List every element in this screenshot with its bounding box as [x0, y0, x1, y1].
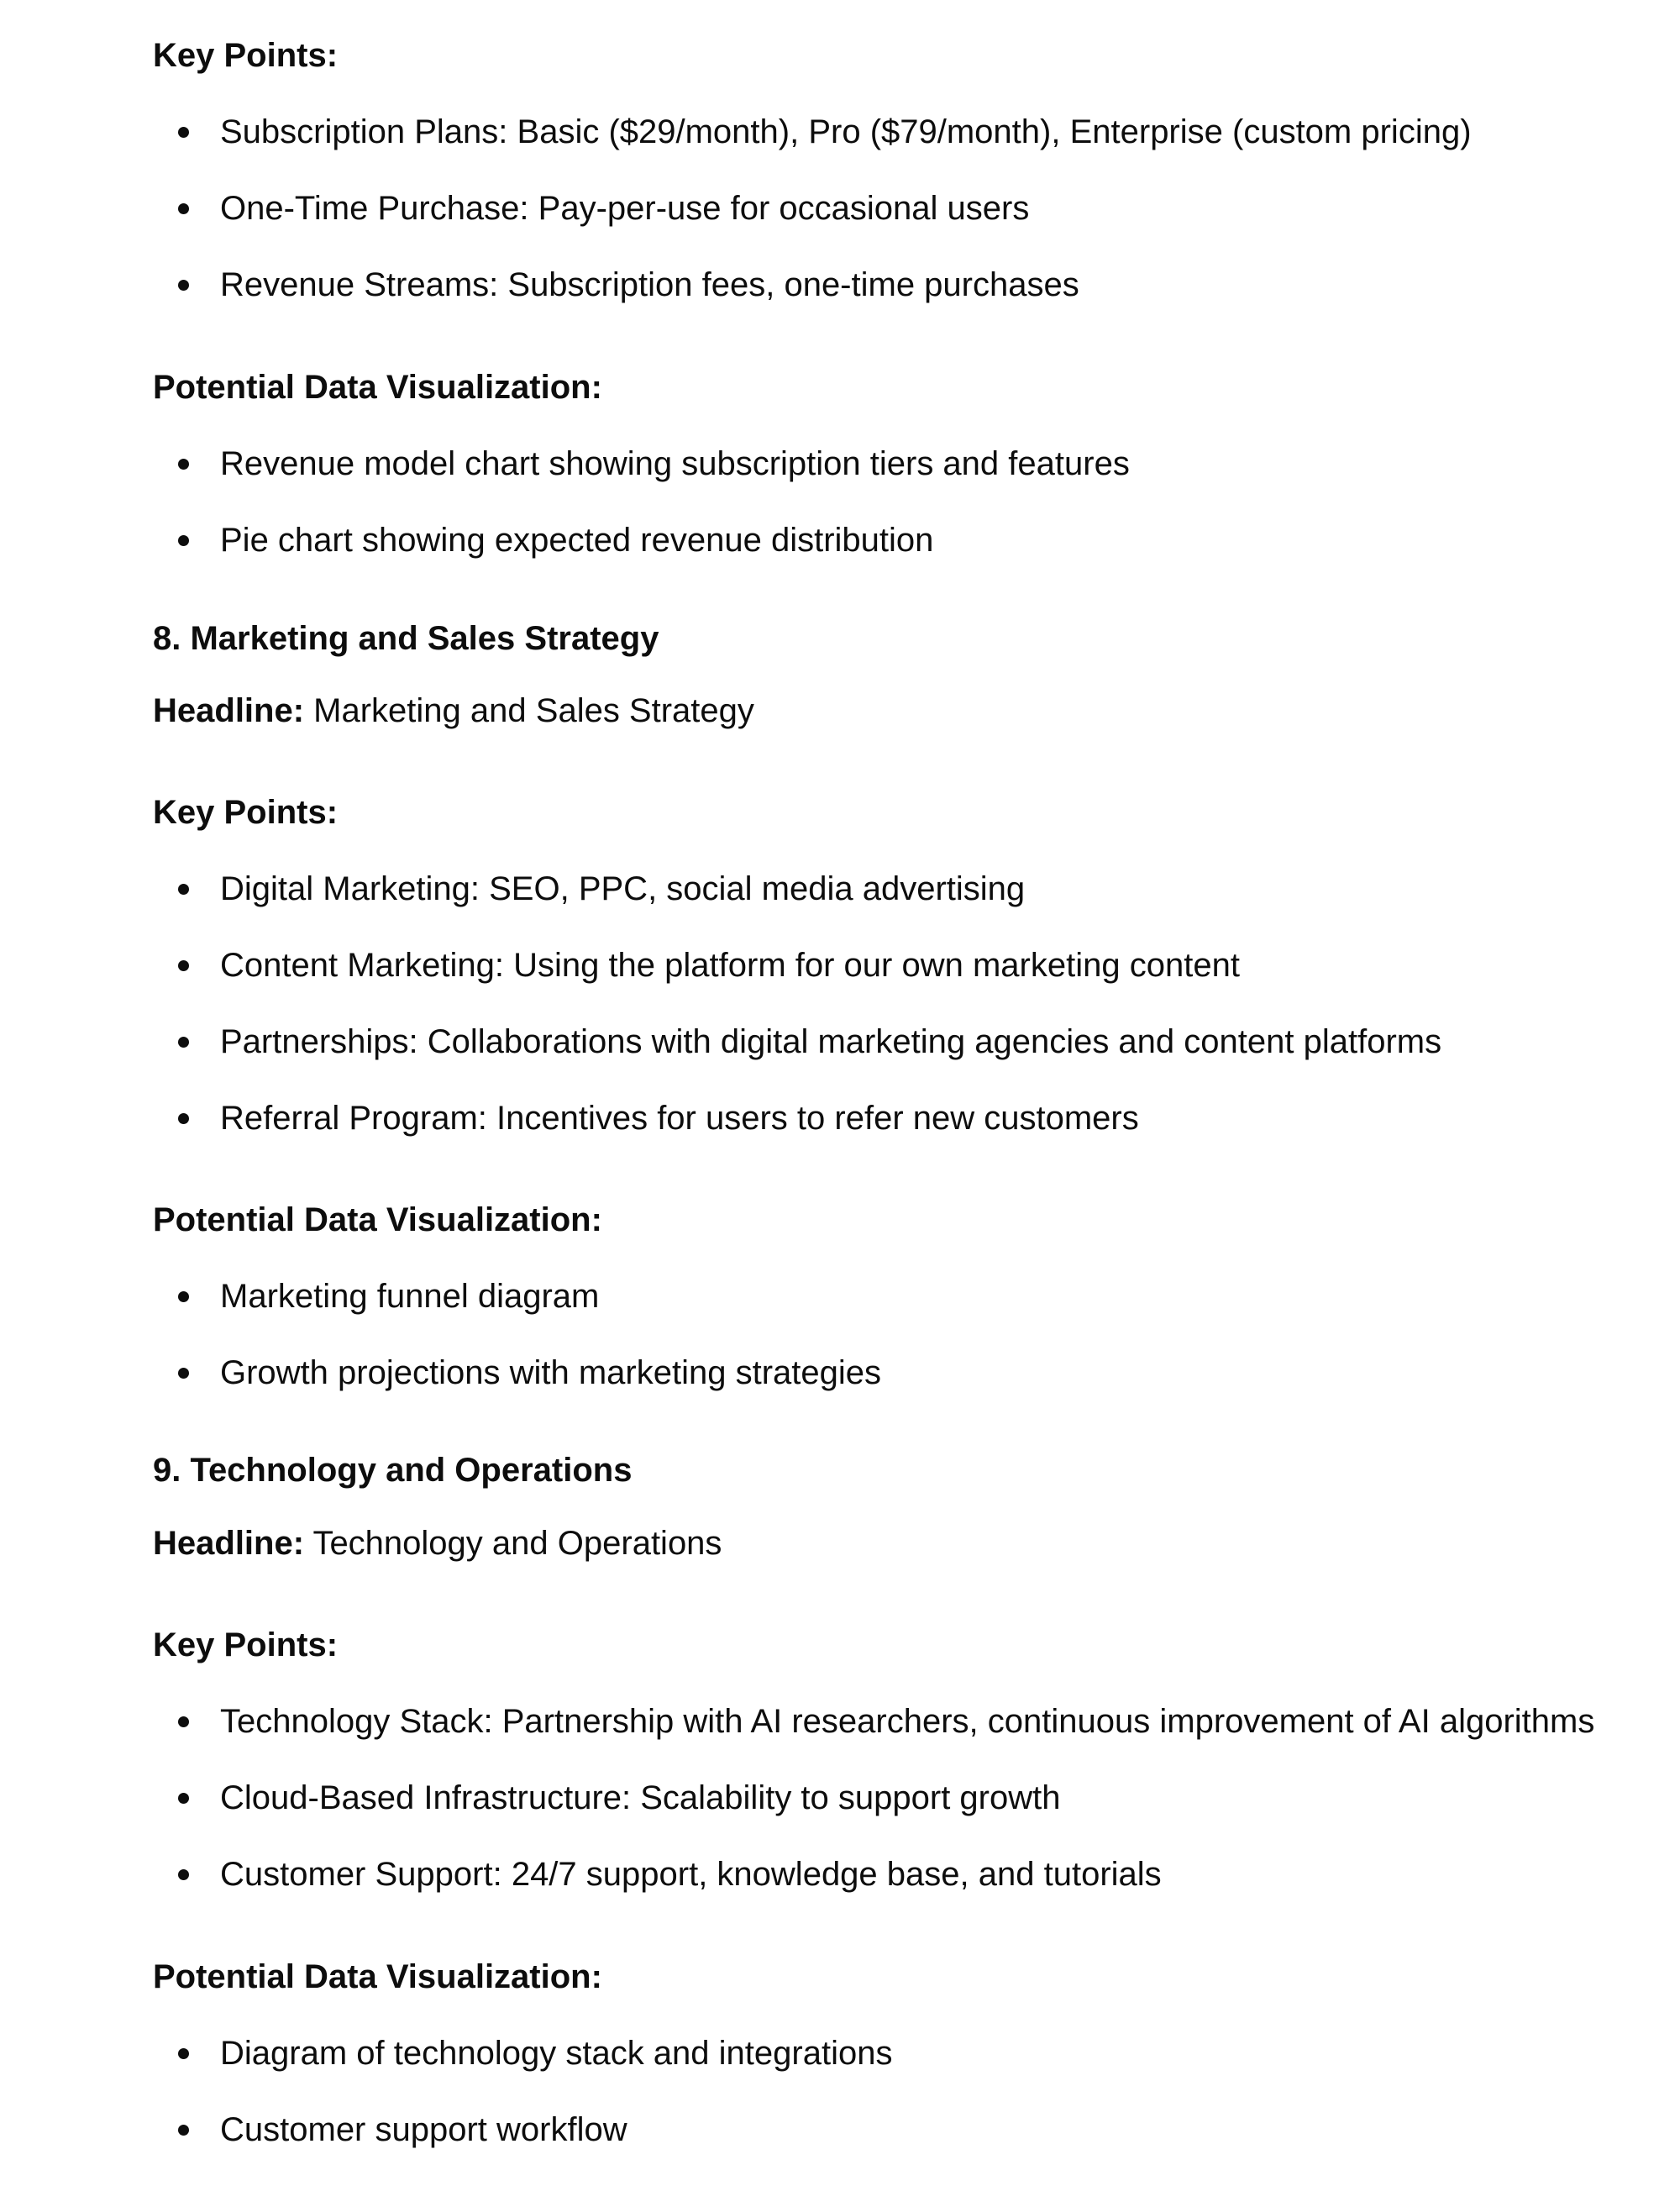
bullet-icon	[178, 1037, 189, 1048]
bullet-icon	[178, 2125, 189, 2136]
list-item-text: Customer support workflow	[220, 2111, 627, 2148]
list-item-text: Digital Marketing: SEO, PPC, social media advertising	[220, 870, 1026, 907]
section-title: 9. Technology and Operations	[153, 1452, 633, 1489]
viz-label: Potential Data Visualization:	[153, 1201, 602, 1238]
list-item-text: Revenue Streams: Subscription fees, one-time purchases	[220, 266, 1079, 303]
bullet-icon	[178, 203, 189, 214]
headline	[153, 691, 754, 731]
key-points-label: Key Points:	[153, 1626, 339, 1663]
list-item-text: One-Time Purchase: Pay-per-use for occasional users	[220, 190, 1030, 227]
key-points-label: Key Points:	[153, 37, 339, 74]
section-title: 8. Marketing and Sales Strategy	[153, 620, 659, 657]
bullet-icon	[178, 1113, 189, 1124]
bullet-icon	[178, 1368, 189, 1379]
list-item-text: Technology Stack: Partnership with AI researchers, continuous improvement of AI algorithms	[220, 1703, 1595, 1740]
headline-text: Marketing and Sales Strategy	[313, 692, 754, 729]
bullet-icon	[178, 280, 189, 291]
bullet-icon	[178, 1869, 189, 1880]
bullet-icon	[178, 1716, 189, 1727]
viz-label: Potential Data Visualization:	[153, 1958, 602, 1995]
bullet-icon	[178, 127, 189, 138]
key-points-label: Key Points:	[153, 794, 339, 831]
bullet-icon	[178, 884, 189, 895]
bullet-icon	[178, 1291, 189, 1302]
list-item-text: Partnerships: Collaborations with digital marketing agencies and content platforms	[220, 1023, 1442, 1060]
bullet-icon	[178, 2048, 189, 2059]
bullet-icon	[178, 960, 189, 971]
bullet-icon	[178, 459, 189, 470]
headline	[153, 1523, 722, 1563]
list-item-text: Subscription Plans: Basic ($29/month), Pro ($79/month), Enterprise (custom pricing)	[220, 113, 1472, 150]
list-item-text: Content Marketing: Using the platform for our own marketing content	[220, 947, 1240, 984]
viz-label: Potential Data Visualization:	[153, 369, 602, 406]
bullet-icon	[178, 1793, 189, 1804]
list-item-text: Customer Support: 24/7 support, knowledge base, and tutorials	[220, 1856, 1162, 1893]
headline-text: Technology and Operations	[312, 1525, 722, 1562]
headline-label: Headline:	[153, 692, 305, 729]
list-item-text: Diagram of technology stack and integrations	[220, 2035, 893, 2072]
list-item-text: Cloud-Based Infrastructure: Scalability to support growth	[220, 1779, 1061, 1816]
list-item-text: Marketing funnel diagram	[220, 1278, 600, 1315]
headline-label: Headline:	[153, 1525, 305, 1562]
list-item-text: Pie chart showing expected revenue distribution	[220, 522, 934, 559]
list-item-text: Revenue model chart showing subscription tiers and features	[220, 445, 1130, 482]
bullet-icon	[178, 535, 189, 546]
list-item-text: Referral Program: Incentives for users to refer new customers	[220, 1100, 1139, 1137]
list-item-text: Growth projections with marketing strategies	[220, 1354, 881, 1391]
